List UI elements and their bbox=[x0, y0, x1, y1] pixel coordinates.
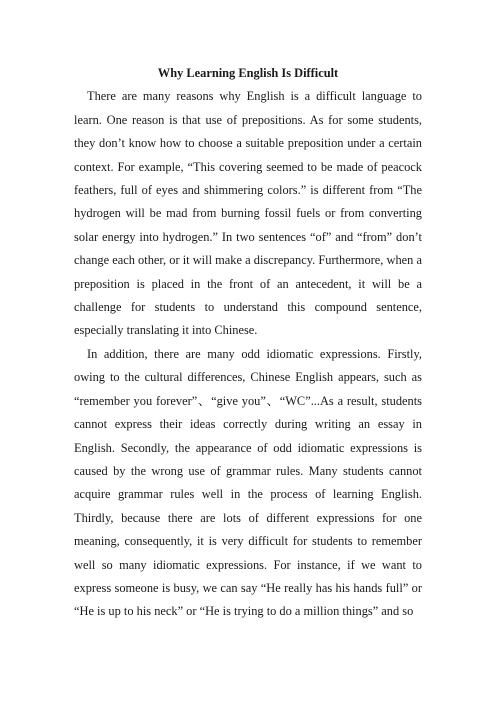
document-body bbox=[74, 62, 422, 624]
paragraph-idiomatic-expressions: In addition, there are many odd idiomatic expressions. Firstly, owing to the cultural differences, Chinese English appears, such as “remember you forever”、“give you”、“WC”...As a result, students cannot express their ideas correctly during writing an essay in English. Secondly, the appearance of odd idiomatic expressions is caused by the wrong use of grammar rules. Many students cannot acquire grammar rules well in the process of learning English. Thirdly, because there are lots of different expressions for one meaning, consequently, it is very difficult for students to remember well so many idiomatic expressions. For instance, if we want to express someone is busy, we can say “He really has his hands full” or “He is up to his neck” or “He is trying to do a million things” and so bbox=[74, 346, 422, 619]
document-title: Why Learning English Is Difficult bbox=[157, 66, 339, 80]
paragraph-prepositions: There are many reasons why English is a difficult language to learn. One reason is that use of prepositions. As for some students, they don’t know how to choose a suitable preposition under a certain context. For example, “This covering seemed to be made of peacock feathers, full of eyes and shimmering colors.” is different from “The hydrogen will be mad from burning fossil fuels or from converting solar energy into hydrogen.” In two sentences “of” and “from” don’t change each other, or it will make a discrepancy. Furthermore, when a preposition is placed in the front of an antecedent, it will be a challenge for students to understand this compound sentence, especially translating it into Chinese. bbox=[74, 89, 422, 338]
